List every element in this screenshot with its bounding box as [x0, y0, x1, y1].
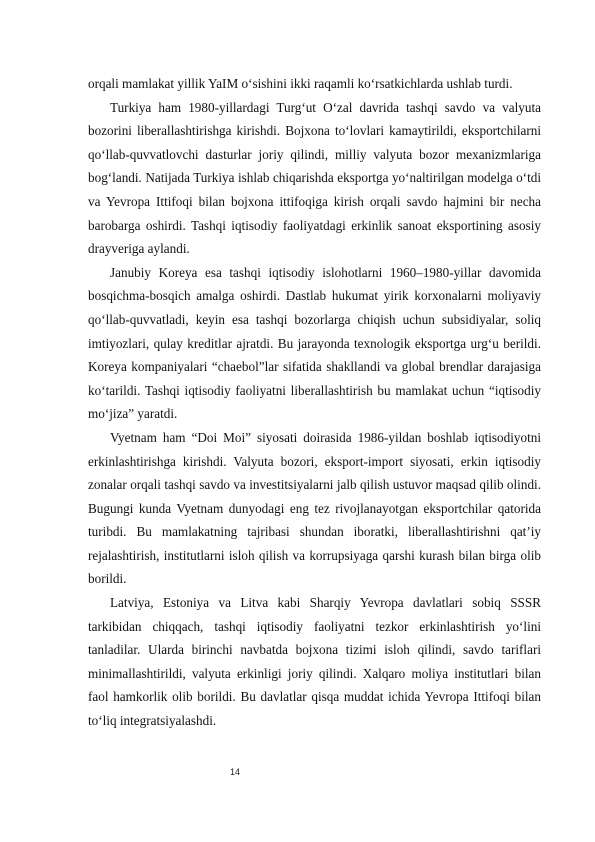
paragraph-turkey: Turkiya ham 1980-yillardagi Turg‘ut O‘zal davrida tashqi savdo va valyuta bozorini liberallashtirishga kirishdi. Bojxona to‘lovlari kamaytirildi, eksportchilarni qo‘llab-quvvatlovchi dasturlar joriy qilindi, milliy valyuta bozor mexanizmlariga bog‘landi. Natijada Turkiya ishlab chiqarishda eksportga yo‘naltirilgan modelga o‘tdi va Yevropa Ittifoqi bilan bojxona ittifoqiga kirish orqali savdo hajmini bir necha barobarga oshirdi. Tashqi iqtisodiy faoliyatdagi erkinlik sanoat eksportining asosiy drayveriga aylandi.	[88, 99, 541, 257]
paragraph-baltic-states: Latviya, Estoniya va Litva kabi Sharqiy Yevropa davlatlari sobiq SSSR tarkibidan chiqqach, tashqi iqtisodiy faoliyatni tezkor erkinlashtirish yo‘lini tanladilar. Ularda birinchi navbatda bojxona tizimi isloh qilindi, savdo tariflari minimallashtirildi, valyuta erkinligi joriy qilindi. Xalqaro moliya institutlari bilan faol hamkorlik olib borildi. Bu davlatlar qisqa muddat ichida Yevropa Ittifoqi bilan to‘liq integratsiyalashdi.	[88, 595, 541, 729]
paragraph-continuation: orqali mamlakat yillik YaIM o‘sishini ikki raqamli ko‘rsatkichlarda ushlab turdi.	[88, 76, 513, 91]
page-number: 14	[230, 767, 241, 777]
paragraph-vietnam: Vyetnam ham “Doi Moi” siyosati doirasida 1986-yildan boshlab iqtisodiyotni erkinlashtirishga kirishdi. Valyuta bozori, eksport-import siyosati, erkin iqtisodiy zonalar orqali tashqi savdo va investitsiyalarni jalb qilish ustuvor maqsad qilib olindi. Bugungi kunda Vyetnam dunyodagi eng tez rivojlanayotgan eksportchilar qatorida turibdi. Bu mamlakatning tajribasi shundan iboratki, liberallashtirishni qat’iy rejalashtirish, institutlarni isloh qilish va korrupsiyaga qarshi kurash bilan birga olib borildi.	[88, 429, 541, 587]
paragraph-south-korea: Janubiy Koreya esa tashqi iqtisodiy islohotlarni 1960–1980-yillar davomida bosqichma-bosqich amalga oshirdi. Dastlab hukumat yirik korxonalarni moliyaviy qo‘llab-quvvatladi, keyin esa tashqi bozorlarga chiqish uchun subsidiyalar, soliq imtiyozlari, qulay kreditlar ajratdi. Bu jarayonda texnologik eksportga urg‘u berildi. Koreya kompaniyalari “chaebol”lar sifatida shakllandi va global brendlar darajasiga ko‘tarildi. Tashqi iqtisodiy faoliyatni liberallashtirish bu mamlakat uchun “iqtisodiy mo‘jiza” yaratdi.	[88, 264, 541, 422]
document-body	[88, 72, 541, 733]
